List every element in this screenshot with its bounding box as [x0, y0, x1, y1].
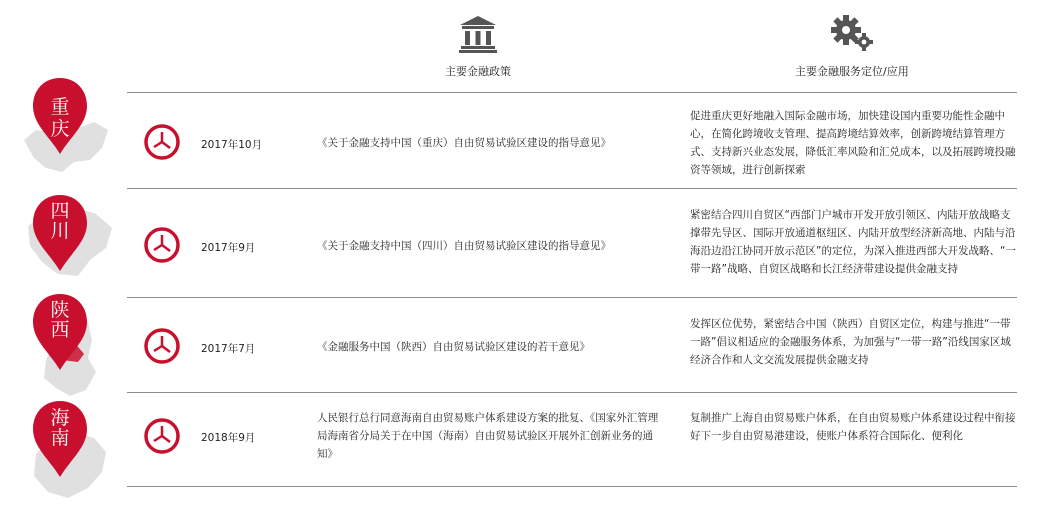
service-column-header: 主要金融服务定位/应用 — [795, 65, 909, 78]
row-divider — [127, 392, 1017, 393]
region-label: 海 南 — [50, 407, 70, 449]
clock-icon — [143, 226, 181, 264]
row-divider — [127, 188, 1017, 189]
clock-icon — [143, 417, 181, 455]
policy-title: 人民银行总行同意海南自由贸易账户体系建设方案的批复、《国家外汇管理局海南省分局关于在中国（海南）自由贸易试验区开展外汇创新业务的通知》 — [317, 412, 659, 460]
region-label: 四 川 — [50, 200, 70, 242]
policy-date: 2017年9月 — [201, 242, 256, 254]
policy-title: 《关于金融支持中国（重庆）自由贸易试验区建设的指导意见》 — [317, 137, 611, 149]
policy-date: 2018年9月 — [201, 432, 256, 444]
service-description: 发挥区位优势，紧密结合中国（陕西）自贸区定位，构建与推进“一带一路”倡议相适应的金融服务体系，为加强与“一带一路”沿线国家区域经济合作和人文交流发展提供金融支持 — [690, 318, 1011, 366]
clock-icon — [143, 123, 181, 161]
policy-title: 《金融服务中国（陕西）自由贸易试验区建设的若干意见》 — [317, 341, 590, 353]
gears-icon — [828, 12, 876, 54]
service-description: 促进重庆更好地融入国际金融市场，加快建设国内重要功能性金融中心，在简化跨境收支管理、提高跨境结算效率，创新跨境结算管理方式、支持新兴业态发展，降低汇率风险和汇兑成本，以及拓展跨境投融资等领域，进行创新探索 — [690, 110, 1016, 176]
row-divider — [127, 92, 1017, 93]
service-description: 紧密结合四川自贸区“西部门户城市开发开放引领区、内陆开放战略支撑带先导区、国际开放通道枢纽区、内陆开放型经济新高地、内陆与沿海沿边沿江协同开放示范区”的定位，为深入推进西部大开发战略、“一带一路”战略、自贸区战略和长江经济带建设提供金融支持 — [690, 209, 1016, 275]
clock-icon — [143, 327, 181, 365]
row-divider — [127, 486, 1017, 487]
bank-building-icon — [456, 14, 500, 54]
policy-title: 《关于金融支持中国（四川）自由贸易试验区建设的指导意见》 — [317, 240, 611, 252]
row-divider — [127, 297, 1017, 298]
policy-date: 2017年10月 — [201, 139, 263, 151]
policy-date: 2017年7月 — [201, 343, 256, 355]
policy-column-header: 主要金融政策 — [445, 65, 511, 78]
service-description: 复制推广上海自由贸易账户体系，在自由贸易账户体系建设过程中衔接好下一步自由贸易港建设，使账户体系符合国际化、便利化 — [690, 412, 1016, 442]
region-label: 陕 西 — [50, 299, 70, 341]
region-label: 重 庆 — [50, 96, 70, 140]
